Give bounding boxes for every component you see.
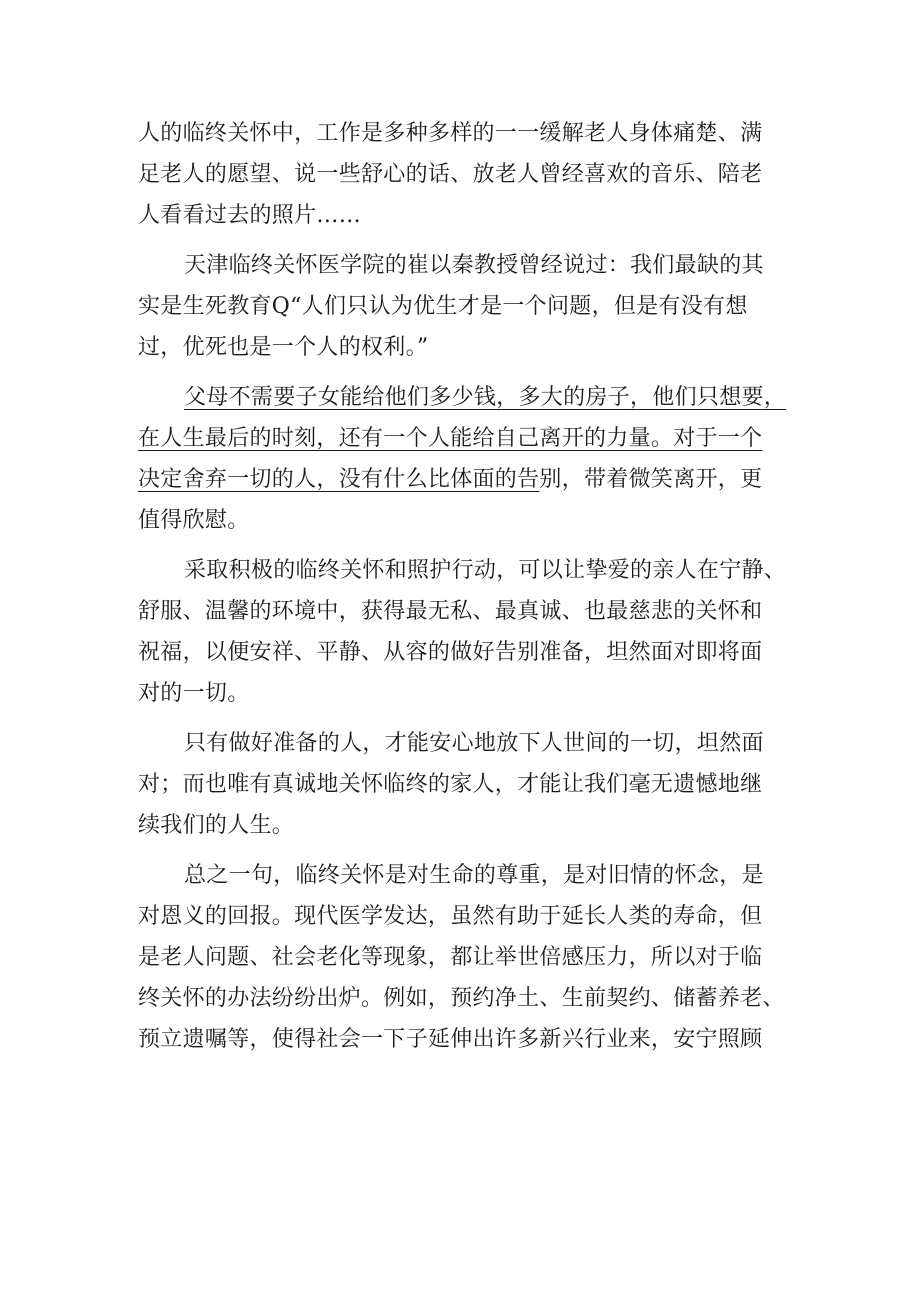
text-line: 对的一切。 [138,681,250,706]
text-line: 采取积极的临终关怀和照护行动，可以让挚爱的亲人在宁静、 [184,558,787,583]
text-line: 续我们的人生。 [138,813,295,838]
text-line: 值得欣慰。 [138,508,250,533]
text-line: 终关怀的办法纷纷出炉。例如，预约净土、生前契约、储蓄养老、 [138,986,785,1011]
text-line: 人看看过去的照片…… [138,203,362,228]
text-line: 是老人问题、社会老化等现象，都让举世倍感压力，所以对于临 [138,945,763,970]
text-line: 祝福，以便安祥、平静、从容的做好告别准备，坦然面对即将面 [138,640,763,665]
paragraph-professor-quote [138,245,798,368]
underlined-text: 在人生最后的时刻，还有一个人能给自己离开的力量。对于一个 [138,426,763,451]
underlined-text: 决定舍弃一切的人，没有什么比体面的告 [138,467,540,492]
text-line: 足老人的愿望、说一些舒心的话、放老人曾经喜欢的音乐、陪老 [138,162,763,187]
document-page [138,113,798,1060]
text-line [138,418,798,459]
text-line [138,377,798,418]
text-line: 总之一句，临终关怀是对生命的尊重，是对旧情的怀念，是 [184,863,764,888]
text-line: 天津临终关怀医学院的崔以秦教授曾经说过：我们最缺的其 [184,253,764,278]
text-line: 实是生死教育Q“人们只认为优生才是一个问题，但是有没有想 [138,294,748,319]
paragraph-preparation [138,723,798,846]
paragraph-conclusion [138,855,798,1060]
text-line: 人的临终关怀中，工作是多种多样的一一缓解老人身体痛楚、满 [138,121,763,146]
text-line: 过，优死也是一个人的权利。” [138,335,429,360]
underlined-text: 父母不需要子女能给他们多少钱，多大的房子，他们只想要， [184,385,787,410]
paragraph-parents-wish [138,377,798,541]
paragraph-active-care [138,550,798,714]
text-line: 对恩义的回报。现代医学发达，虽然有助于延长人类的寿命，但 [138,904,763,929]
paragraph-hospice-work [138,113,798,236]
text-line: 舒服、温馨的环境中，获得最无私、最真诚、也最慈悲的关怀和 [138,599,763,624]
text-line [138,459,798,500]
text-line: 对；而也唯有真诚地关怀临终的家人，才能让我们毫无遗憾地继 [138,772,763,797]
text-line: 预立遗嘱等，使得社会一下子延伸出许多新兴行业来，安宁照顾 [138,1027,763,1052]
text-line: 只有做好准备的人，才能安心地放下人世间的一切，坦然面 [184,731,764,756]
text-run: 别，带着微笑离开，更 [539,467,763,492]
